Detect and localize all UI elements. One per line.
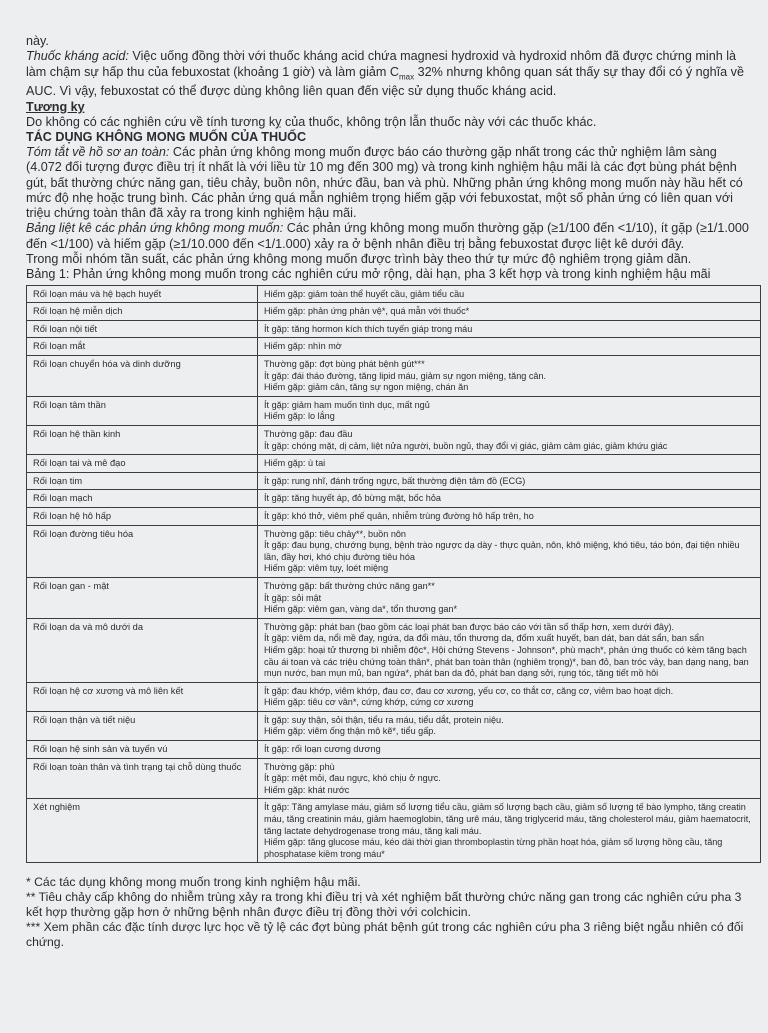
reactions-cell bbox=[258, 741, 761, 759]
reactions-cell bbox=[258, 525, 761, 577]
reaction-line: Thường gặp: phù bbox=[264, 761, 335, 772]
organ-class-label: Rối loạn mắt bbox=[33, 341, 86, 352]
organ-class-cell bbox=[27, 338, 258, 356]
cmax-subscript: max bbox=[399, 72, 415, 82]
reactions-cell bbox=[258, 426, 761, 455]
organ-class-cell bbox=[27, 525, 258, 577]
reactions-cell bbox=[258, 682, 761, 711]
reactions-cell bbox=[258, 320, 761, 338]
incompat-text: Do không có các nghiên cứu về tính tương kỵ của thuốc, không trộn lẫn thuốc này với các thuốc khác. bbox=[26, 114, 597, 129]
reactions-cell bbox=[258, 455, 761, 473]
organ-class-cell bbox=[27, 455, 258, 473]
organ-class-cell bbox=[27, 426, 258, 455]
table-row bbox=[27, 682, 761, 711]
reaction-line: Hiếm gặp: khát nước bbox=[264, 784, 350, 795]
reaction-line: Ít gặp: đau bụng, chướng bụng, bệnh trào ngược dạ dày - thực quản, nôn, khô miệng, khó tiêu, táo bón, đại tiện nhiều lần, đầy hơi, khó chịu đường tiêu hóa bbox=[264, 540, 740, 562]
reaction-line: Hiếm gặp: hoại tử thượng bì nhiễm độc*, Hội chứng Stevens - Johnson*, phù mạch*, phản ứng thuốc có kèm tăng bạch cầu ái toan và các triệu chứng toàn thân*, phát ban toàn thân (nghiêm trọng)*, ban đỏ, ban tróc vảy, ban dạng nang, ban mụn nước, ban mụn mủ, ban ngứa*, phát ban da đỏ, phát ban dạng sởi, rụng tóc, tăng tiết mồ hôi bbox=[264, 644, 749, 679]
reaction-line: Thường gặp: phát ban (bao gồm các loại phát ban được báo cáo với tần số thấp hơn, xem dưới đây). bbox=[264, 621, 675, 632]
organ-class-cell bbox=[27, 682, 258, 711]
reactions-cell bbox=[258, 711, 761, 740]
organ-class-label: Rối loạn nội tiết bbox=[33, 323, 98, 334]
table-row bbox=[27, 507, 761, 525]
summary-paragraph bbox=[26, 145, 754, 221]
table-row bbox=[27, 490, 761, 508]
reaction-line: Ít gặp: sỏi mật bbox=[264, 592, 322, 603]
antacid-text: Việc uống đồng thời với thuốc kháng acid chứa magnesi hydroxid và hydroxid nhôm đã được chứng minh là làm chậm sự hấp thu của febuxostat (khoảng 1 giờ) và làm giảm C bbox=[26, 49, 737, 79]
reactions-cell bbox=[258, 618, 761, 682]
organ-class-label: Rối loạn hệ miễn dịch bbox=[33, 306, 123, 317]
reaction-line: Ít gặp: giảm ham muốn tình dục, mất ngủ bbox=[264, 399, 430, 410]
footnote-2: ** Tiêu chảy cấp không do nhiễm trùng xảy ra trong khi điều trị và xét nghiệm bất thường chức năng gan trong các nghiên cứu pha 3 kết hợp thường gặp hơn ở những bệnh nhân được điều trị đồng thời với colchicin. bbox=[26, 890, 742, 920]
reaction-line: Thường gặp: bất thường chức năng gan** bbox=[264, 580, 435, 591]
footnote-1: * Các tác dụng không mong muốn trong kinh nghiệm hậu mãi. bbox=[26, 875, 361, 890]
order-text: Trong mỗi nhóm tần suất, các phản ứng không mong muốn được trình bày theo thứ tự mức độ nghiêm trọng giảm dần. bbox=[26, 252, 692, 267]
organ-class-label: Rối loạn da và mô dưới da bbox=[33, 621, 143, 632]
adverse-reactions-table bbox=[26, 285, 761, 864]
reactions-cell bbox=[258, 490, 761, 508]
list-text: Các phản ứng không mong muốn thường gặp (≥1/100 đến <1/10), ít gặp (≥1/1.000 đến <1/100) và hiếm gặp (≥1/10.000 đến <1/1.000) xảy ra ở bệnh nhân điều trị bằng febuxostat được liệt kê dưới đây. bbox=[26, 221, 749, 251]
summary-label: Tóm tắt về hồ sơ an toàn: bbox=[26, 145, 170, 159]
reaction-line: Hiếm gặp: giảm toàn thể huyết cầu, giảm tiểu cầu bbox=[264, 288, 465, 299]
organ-class-cell bbox=[27, 618, 258, 682]
intro-line: này. bbox=[26, 34, 49, 48]
organ-class-label: Rối loạn tâm thần bbox=[33, 399, 106, 410]
organ-class-label: Rối loạn hệ hô hấp bbox=[33, 510, 112, 521]
table-row bbox=[27, 320, 761, 338]
organ-class-label: Rối loạn toàn thân và tình trạng tại chỗ dùng thuốc bbox=[33, 761, 242, 772]
organ-class-label: Rối loạn đường tiêu hóa bbox=[33, 528, 134, 539]
table-row bbox=[27, 472, 761, 490]
reaction-line: Hiếm gặp: tăng glucose máu, kéo dài thời gian thromboplastin từng phần hoạt hóa, giảm số lượng hồng cầu, tăng phosphatase kiềm trong máu* bbox=[264, 837, 723, 859]
table-row bbox=[27, 618, 761, 682]
organ-class-cell bbox=[27, 711, 258, 740]
reactions-cell bbox=[258, 472, 761, 490]
organ-class-cell bbox=[27, 356, 258, 397]
reaction-line: Ít gặp: khó thở, viêm phế quản, nhiễm trùng đường hô hấp trên, ho bbox=[264, 510, 534, 521]
table-row bbox=[27, 577, 761, 618]
reaction-line: Hiếm gặp: viêm gan, vàng da*, tổn thương gan* bbox=[264, 604, 458, 615]
table-row bbox=[27, 711, 761, 740]
organ-class-cell bbox=[27, 758, 258, 799]
reaction-line: Hiếm gặp: tiêu cơ vân*, cứng khớp, cứng cơ xương bbox=[264, 697, 474, 708]
footnote-3: *** Xem phần các đặc tính dược lực học về tỷ lệ các đợt bùng phát bệnh gút trong các nghiên cứu pha 3 riêng biệt ngẫu nhiên có đối chứng. bbox=[26, 920, 744, 950]
table-row bbox=[27, 303, 761, 321]
table-row bbox=[27, 338, 761, 356]
organ-class-label: Rối loạn mạch bbox=[33, 493, 93, 504]
organ-class-cell bbox=[27, 577, 258, 618]
footnotes bbox=[26, 875, 754, 950]
adverse-heading: TÁC DỤNG KHÔNG MONG MUỐN CỦA THUỐC bbox=[26, 130, 307, 144]
list-paragraph bbox=[26, 221, 754, 252]
reactions-cell bbox=[258, 799, 761, 863]
reaction-line: Hiếm gặp: nhìn mờ bbox=[264, 341, 342, 352]
organ-class-label: Rối loạn hệ thần kinh bbox=[33, 429, 121, 440]
table-row bbox=[27, 758, 761, 799]
list-label: Bảng liệt kê các phản ứng không mong muốn: bbox=[26, 221, 284, 236]
reactions-cell bbox=[258, 356, 761, 397]
reaction-line: Thường gặp: đau đầu bbox=[264, 429, 353, 440]
reactions-cell bbox=[258, 577, 761, 618]
reaction-line: Ít gặp: đái tháo đường, tăng lipid máu, giảm sự ngon miệng, tăng cân. bbox=[264, 370, 547, 381]
reaction-line: Ít gặp: đau khớp, viêm khớp, đau cơ, đau cơ xương, yếu cơ, co thắt cơ, căng cơ, viêm bao hoạt dịch. bbox=[264, 685, 674, 696]
reactions-cell bbox=[258, 285, 761, 303]
reaction-line: Hiếm gặp: viêm ống thận mô kẽ*, tiểu gấp. bbox=[264, 726, 436, 737]
table-caption: Bảng 1: Phản ứng không mong muốn trong các nghiên cứu mở rộng, dài hạn, pha 3 kết hợp và trong kinh nghiệm hậu mãi bbox=[26, 267, 711, 282]
reaction-line: Thường gặp: đợt bùng phát bệnh gút*** bbox=[264, 359, 425, 370]
table-row bbox=[27, 285, 761, 303]
reaction-line: Ít gặp: chóng mặt, dị cảm, liệt nửa người, buồn ngủ, thay đổi vị giác, giảm cảm giác, giảm khứu giác bbox=[264, 440, 668, 451]
reaction-line: Hiếm gặp: lo lắng bbox=[264, 411, 335, 422]
organ-class-label: Rối loạn hệ cơ xương và mô liên kết bbox=[33, 685, 184, 696]
reaction-line: Ít gặp: mệt mỏi, đau ngực, khó chịu ở ngực. bbox=[264, 773, 441, 784]
organ-class-label: Rối loạn thận và tiết niệu bbox=[33, 714, 136, 725]
reaction-line: Ít gặp: rung nhĩ, đánh trống ngực, bất thường điện tâm đồ (ECG) bbox=[264, 475, 526, 486]
reaction-line: Hiếm gặp: giảm cân, tăng sự ngon miệng, chán ăn bbox=[264, 382, 469, 393]
reactions-cell bbox=[258, 303, 761, 321]
table-row bbox=[27, 356, 761, 397]
table-row bbox=[27, 799, 761, 863]
reaction-line: Hiếm gặp: viêm tụy, loét miệng bbox=[264, 563, 389, 574]
organ-class-label: Rối loạn tim bbox=[33, 475, 83, 486]
organ-class-cell bbox=[27, 507, 258, 525]
reaction-line: Ít gặp: viêm da, nổi mề đay, ngứa, da đổi màu, tổn thương da, đốm xuất huyết, ban dát, ban dát sẩn, ban sẩn bbox=[264, 633, 705, 644]
organ-class-cell bbox=[27, 741, 258, 759]
organ-class-cell bbox=[27, 799, 258, 863]
organ-class-label: Xét nghiệm bbox=[33, 802, 81, 813]
reaction-line: Ít gặp: tăng huyết áp, đỏ bừng mặt, bốc hỏa bbox=[264, 493, 441, 504]
reaction-line: Hiếm gặp: ù tai bbox=[264, 458, 326, 469]
table-row bbox=[27, 396, 761, 425]
reactions-cell bbox=[258, 396, 761, 425]
table-row bbox=[27, 525, 761, 577]
organ-class-label: Rối loạn gan - mật bbox=[33, 580, 109, 591]
document-page bbox=[26, 34, 754, 950]
table-row bbox=[27, 455, 761, 473]
summary-text: Các phản ứng không mong muốn được báo cáo thường gặp nhất trong các thử nghiệm lâm sàng (4.072 đối tượng được điều trị ít nhất là với liều từ 10 mg đến 300 mg) và trong kinh nghiệm hậu mãi là các đợt bùng phát bệnh gút, bất thường chức năng gan, tiêu chảy, buồn nôn, nhức đầu, ban và phù. Những phản ứng không mong muốn này hầu hết có mức độ nhẹ hoặc trung bình. Các phản ứng quá mẫn nghiêm trọng hiếm gặp với febuxostat, một số phản ứng có liên quan với triệu chứng toàn thân đã xảy ra trong kinh nghiệm hậu mãi. bbox=[26, 145, 743, 221]
reaction-line: Ít gặp: tăng hormon kích thích tuyến giáp trong máu bbox=[264, 323, 473, 334]
organ-class-cell bbox=[27, 303, 258, 321]
organ-class-cell bbox=[27, 472, 258, 490]
reactions-cell bbox=[258, 758, 761, 799]
reaction-line: Thường gặp: tiêu chảy**, buồn nôn bbox=[264, 528, 406, 539]
organ-class-cell bbox=[27, 320, 258, 338]
organ-class-label: Rối loạn tai và mê đạo bbox=[33, 458, 126, 469]
table-row bbox=[27, 426, 761, 455]
reaction-line: Ít gặp: rối loạn cương dương bbox=[264, 744, 381, 755]
reactions-cell bbox=[258, 507, 761, 525]
table-row bbox=[27, 741, 761, 759]
organ-class-cell bbox=[27, 490, 258, 508]
antacid-label: Thuốc kháng acid: bbox=[26, 49, 129, 64]
reaction-line: Ít gặp: Tăng amylase máu, giảm số lượng tiểu cầu, giảm số lượng bạch cầu, giảm số lượng tế bào lympho, tăng creatin máu, tăng creatinin máu, giảm haemoglobin, tăng urê máu, tăng triglycerid máu, tăng cholesterol máu, giảm haematocrit, tăng lactate dehydrogenase trong máu, tăng kali máu. bbox=[264, 802, 751, 836]
reaction-line: Hiếm gặp: phản ứng phản vệ*, quá mẫn với thuốc* bbox=[264, 306, 470, 317]
antacid-text-2: 32% nhưng không quan sát thấy sự thay đổi có ý nghĩa về AUC. Vì vậy, febuxostat có thể được dùng không liên quan đến việc sử dụng thuốc kháng acid. bbox=[26, 64, 744, 99]
organ-class-label: Rối loạn máu và hệ bạch huyết bbox=[33, 288, 162, 299]
organ-class-label: Rối loạn chuyển hóa và dinh dưỡng bbox=[33, 359, 181, 370]
reactions-cell bbox=[258, 338, 761, 356]
antacid-paragraph bbox=[26, 49, 754, 99]
incompat-heading: Tương kỵ bbox=[26, 99, 85, 114]
organ-class-cell bbox=[27, 285, 258, 303]
organ-class-cell bbox=[27, 396, 258, 425]
reaction-line: Ít gặp: suy thận, sỏi thận, tiểu ra máu, tiểu dắt, protein niệu. bbox=[264, 714, 504, 725]
organ-class-label: Rối loạn hệ sinh sản và tuyến vú bbox=[33, 744, 168, 755]
